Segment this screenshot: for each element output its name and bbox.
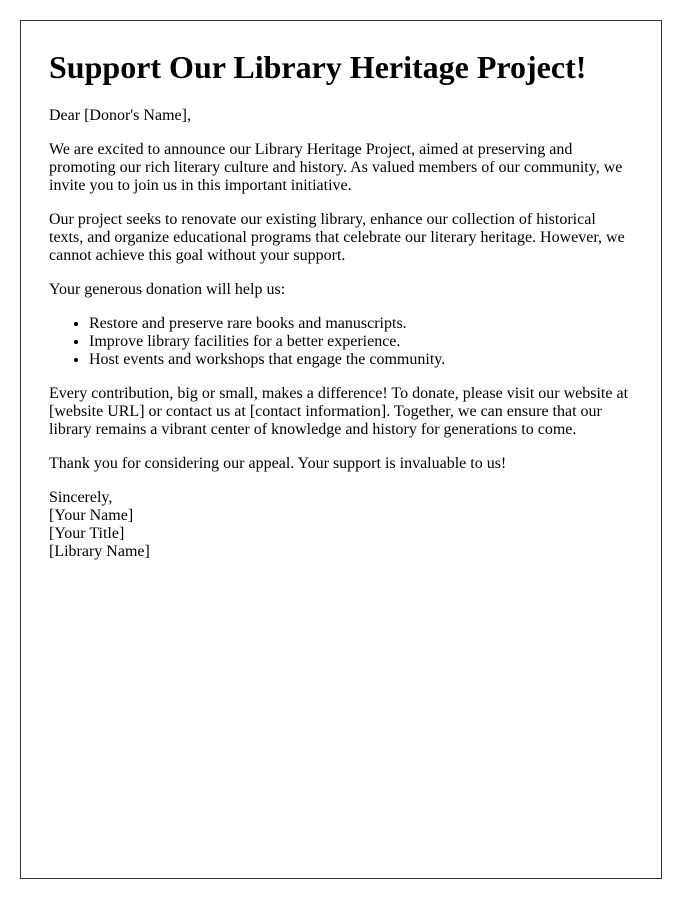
- letter-document: [20, 20, 662, 879]
- signature-library: [Library Name]: [49, 542, 150, 560]
- signature-name: [Your Name]: [49, 506, 134, 524]
- list-item: • Host events and workshops that engage the community.: [89, 351, 633, 369]
- paragraph-donation-intro: Your generous donation will help us:: [49, 280, 286, 298]
- salutation: Dear [Donor's Name],: [49, 106, 191, 124]
- paragraph-call-to-action: Every contribution, big or small, makes a difference! To donate, please visit our website at [website URL] or contact us at [contact information]. Together, we can ensure that our library remains a vibrant center of knowledge and history for generations to come.: [49, 384, 629, 438]
- donation-benefits-list: [49, 315, 633, 369]
- letter-title: Support Our Library Heritage Project!: [49, 49, 587, 85]
- list-item: • Improve library facilities for a better experience.: [89, 333, 633, 351]
- paragraph-project-goals: Our project seeks to renovate our existing library, enhance our collection of historical texts, and organize educational programs that celebrate our literary heritage. However, we cannot achieve this goal without your support.: [49, 210, 625, 264]
- signature-closing: Sincerely,: [49, 488, 113, 506]
- signature-title: [Your Title]: [49, 524, 125, 542]
- signature-block: [49, 489, 633, 561]
- paragraph-announcement: We are excited to announce our Library Heritage Project, aimed at preserving and promoting our rich literary culture and history. As valued members of our community, we invite you to join us in this important initiative.: [49, 140, 623, 194]
- paragraph-thank-you: Thank you for considering our appeal. Your support is invaluable to us!: [49, 454, 507, 472]
- list-item: • Restore and preserve rare books and manuscripts.: [89, 315, 633, 333]
